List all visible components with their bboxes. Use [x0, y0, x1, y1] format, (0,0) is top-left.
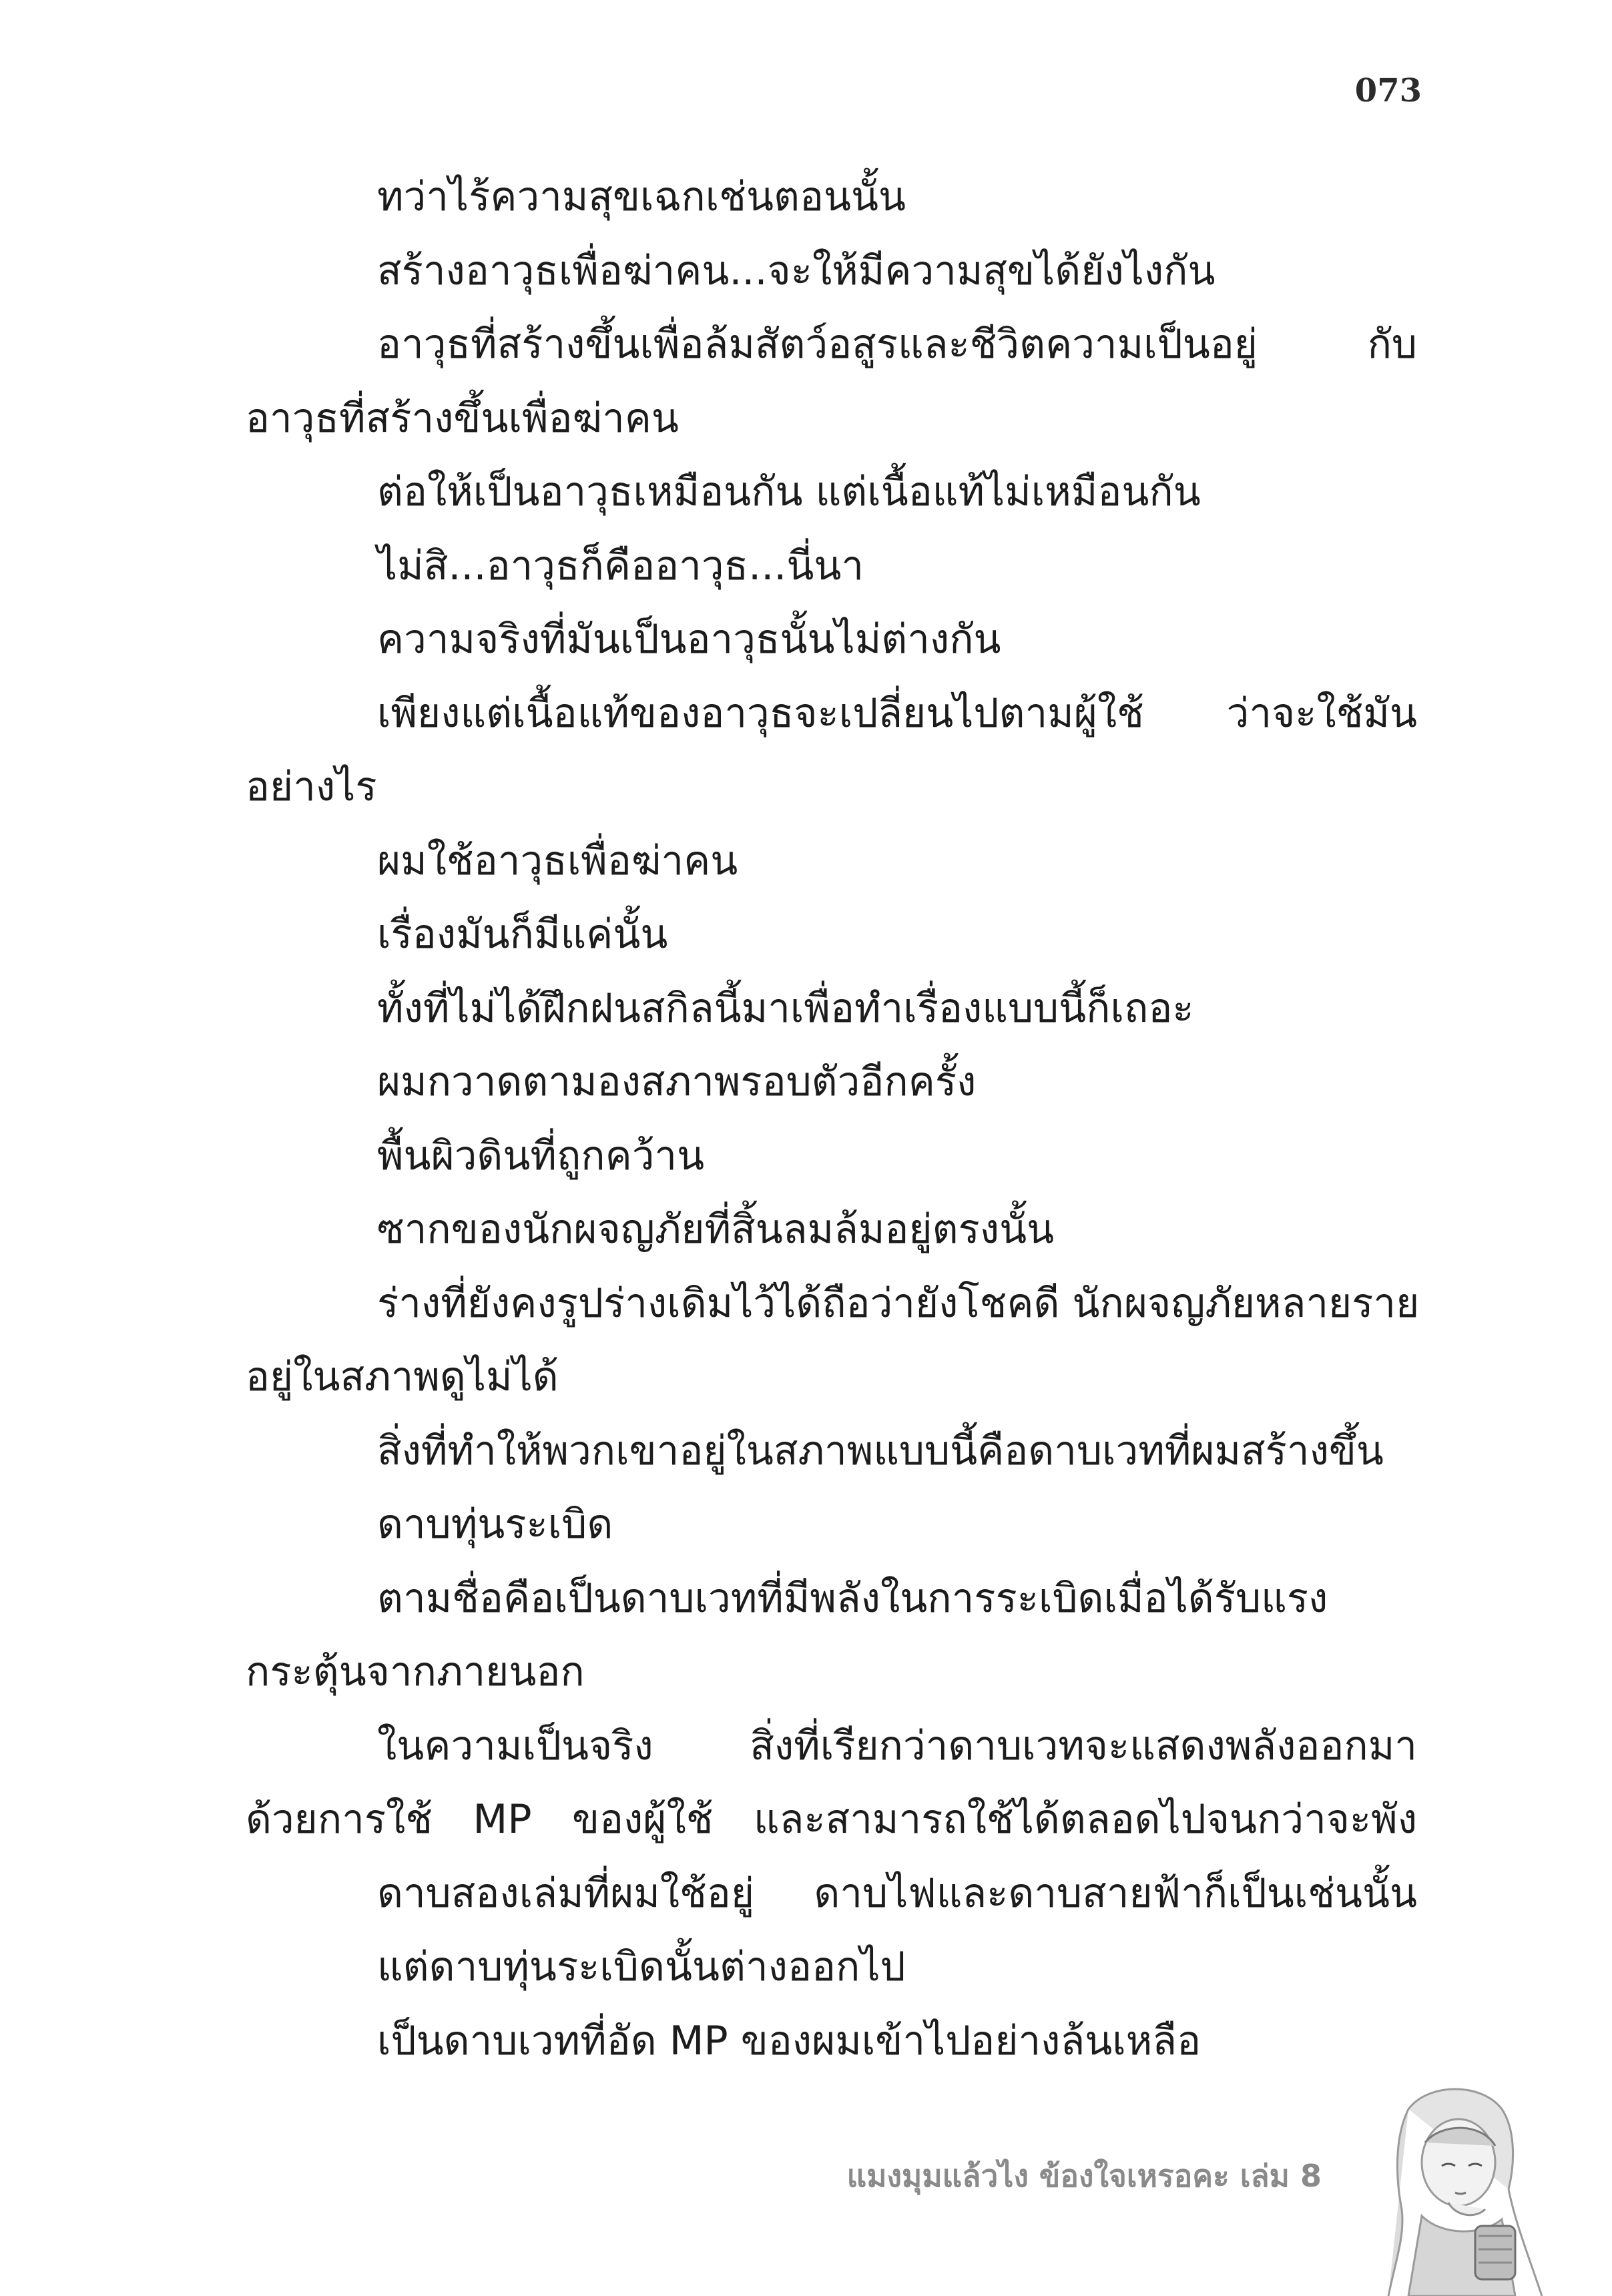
- text-line: สิ่งที่ทำให้พวกเขาอยู่ในสภาพแบบนี้คือดาบเวทที่ผมสร้างขึ้น: [377, 1427, 1384, 1474]
- text-line: อาวุธที่สร้างขึ้นเพื่อฆ่าคน: [246, 394, 679, 442]
- book-title: แมงมุมแล้วไง ข้องใจเหรอคะ เล่ม 8: [846, 2158, 1322, 2194]
- text-line: ในความเป็นจริง สิ่งที่เรียกว่าดาบเวทจะแสดงพลังออกมา: [377, 1722, 1417, 1769]
- text-line: อยู่ในสภาพดูไม่ได้: [246, 1354, 559, 1400]
- text-line: อย่างไร: [246, 764, 377, 810]
- text-line: ทั้งที่ไม่ได้ฝึกฝนสกิลนี้มาเพื่อทำเรื่องแบบนี้ก็เถอะ: [377, 984, 1194, 1032]
- character-illustration: [1348, 2082, 1549, 2296]
- text-line: ด้วยการใช้ MP ของผู้ใช้ และสามารถใช้ได้ตลอดไปจนกว่าจะพัง: [246, 1796, 1417, 1843]
- text-line: ร่างที่ยังคงรูปร่างเดิมไว้ได้ถือว่ายังโชคดี นักผจญภัยหลายราย: [377, 1279, 1420, 1327]
- text-line: เรื่องมันก็มีแค่นั้น: [377, 911, 668, 958]
- text-line: ผมกวาดตามองสภาพรอบตัวอีกครั้ง: [377, 1059, 977, 1105]
- text-line: อาวุธที่สร้างขึ้นเพื่อล้มสัตว์อสูรและชีวิตความเป็นอยู่ กับ: [377, 321, 1417, 368]
- text-line: ซากของนักผจญภัยที่สิ้นลมล้มอยู่ตรงนั้น: [377, 1206, 1055, 1253]
- text-line: กระตุ้นจากภายนอก: [246, 1649, 585, 1695]
- text-line: พื้นผิวดินที่ถูกคว้าน: [377, 1132, 705, 1179]
- text-line: ผมใช้อาวุธเพื่อฆ่าคน: [377, 837, 738, 884]
- text-line: ความจริงที่มันเป็นอาวุธนั้นไม่ต่างกัน: [377, 616, 1001, 663]
- text-line: ทว่าไร้ความสุขเฉกเช่นตอนนั้น: [377, 174, 906, 220]
- text-line: ตามชื่อคือเป็นดาบเวทที่มีพลังในการระเบิดเมื่อได้รับแรง: [377, 1574, 1328, 1622]
- text-line: ต่อให้เป็นอาวุธเหมือนกัน แต่เนื้อแท้ไม่เหมือนกัน: [377, 469, 1201, 515]
- text-line: แต่ดาบทุ่นระเบิดนั้นต่างออกไป: [377, 1944, 906, 1990]
- text-line: ดาบสองเล่มที่ผมใช้อยู่ ดาบไฟและดาบสายฟ้าก็เป็นเช่นนั้น: [377, 1870, 1417, 1917]
- text-line: สร้างอาวุธเพื่อฆ่าคน...จะให้มีความสุขได้ยังไงกัน: [377, 247, 1216, 294]
- text-line: เพียงแต่เนื้อแท้ของอาวุธจะเปลี่ยนไปตามผู้ใช้ ว่าจะใช้มัน: [377, 689, 1417, 737]
- text-line: เป็นดาบเวทที่อัด MP ของผมเข้าไปอย่างล้นเหลือ: [377, 2017, 1201, 2064]
- text-line: ดาบทุ่นระเบิด: [377, 1501, 613, 1548]
- text-line: ไม่สิ...อาวุธก็คืออาวุธ...นี่นา: [377, 542, 864, 589]
- page-number: 073: [1354, 72, 1422, 109]
